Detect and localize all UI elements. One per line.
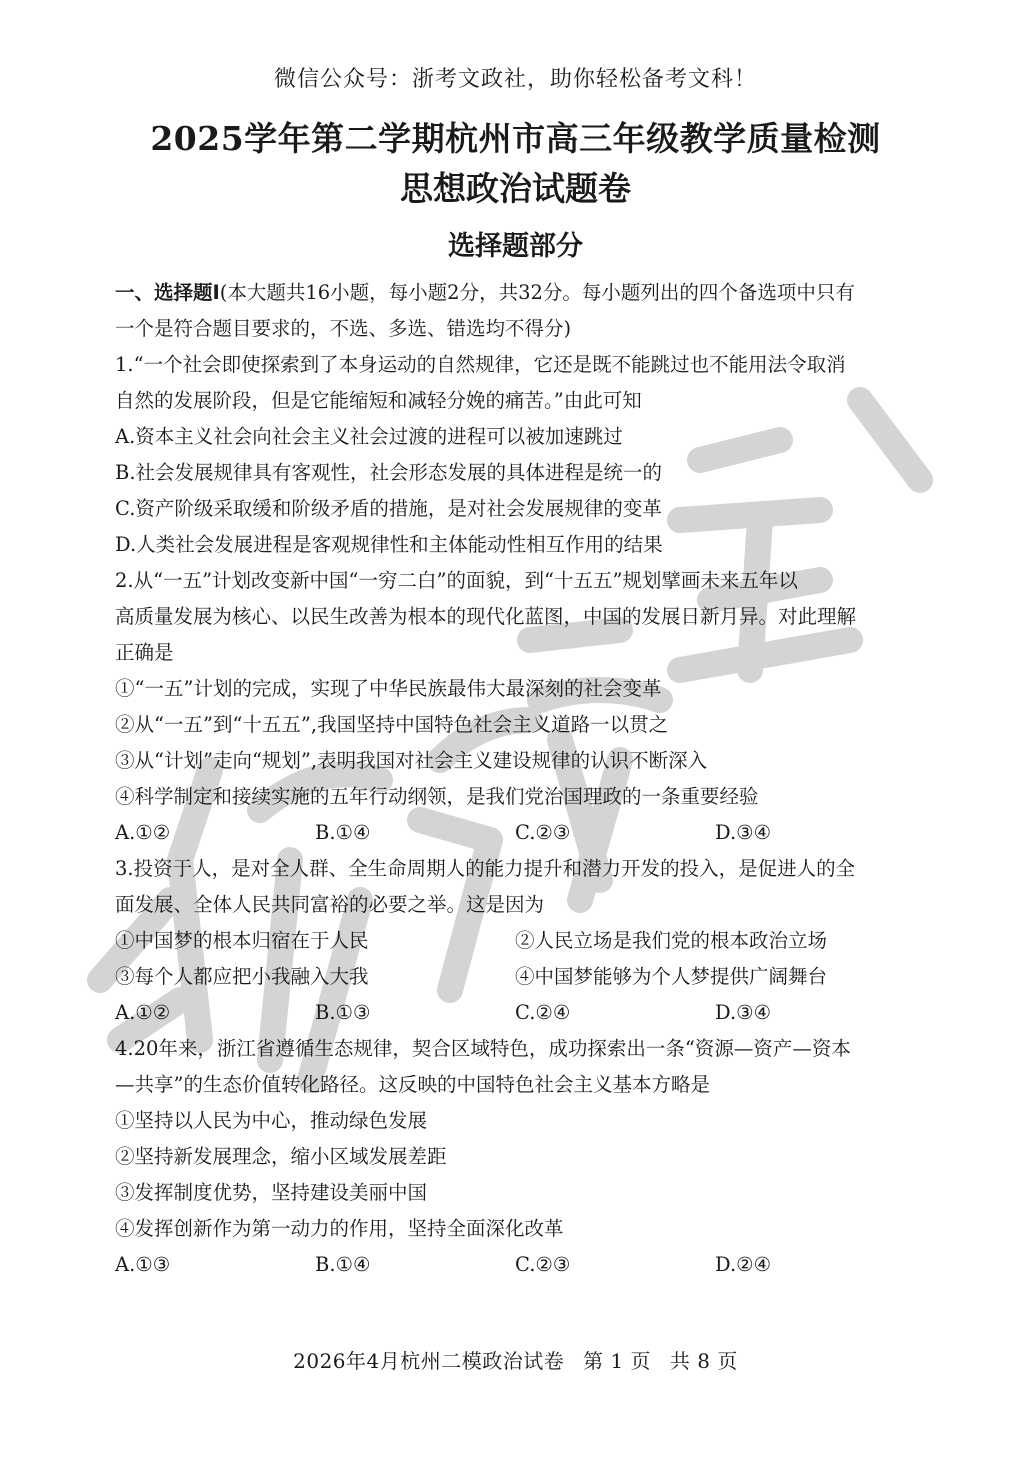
q4-options	[115, 1247, 925, 1283]
q3-option-d: D.③④	[715, 1001, 772, 1024]
q4-statement-4: ④发挥创新作为第一动力的作用，坚持全面深化改革	[115, 1217, 564, 1240]
q4-option-a: A.①③	[115, 1253, 171, 1276]
q3-statement-4: ④中国梦能够为个人梦提供广阔舞台	[515, 965, 828, 988]
q3-option-b: B.①③	[315, 1001, 371, 1024]
section-title: 选择题部分	[448, 231, 583, 262]
part-instructions	[115, 275, 925, 311]
q3-statement-1: ①中国梦的根本归宿在于人民	[115, 929, 369, 952]
page-footer	[0, 1345, 1031, 1374]
q4-option-b: B.①④	[315, 1253, 371, 1276]
q1-stem-line-2: 自然的发展阶段，但是它能缩短和减轻分娩的痛苦。”由此可知	[115, 389, 642, 412]
q2-option-d: D.③④	[715, 821, 772, 844]
q3-statements-row-2	[115, 959, 925, 995]
part-label: 一、选择题Ⅰ	[115, 281, 220, 304]
exam-title: 2025学年第二学期杭州市高三年级教学质量检测	[150, 119, 881, 158]
q3-statements-row-1	[115, 923, 925, 959]
q2-stem-line-3: 正确是	[115, 641, 174, 664]
q4-stem-line-1: 4.20年来，浙江省遵循生态规律，契合区域特色，成功探索出一条“资源—资产—资本	[115, 1037, 851, 1060]
q1-option-d: D.人类社会发展进程是客观规律性和主体能动性相互作用的结果	[115, 533, 663, 556]
q2-stem-line-1: 2.从“一五”计划改变新中国“一穷二白”的面貌，到“十五五”规划擘画未来五年以	[115, 569, 798, 592]
q3-statement-2: ②人民立场是我们党的根本政治立场	[515, 929, 828, 952]
part-instructions-line-1: (本大题共16小题，每小题2分，共32分。每小题列出的四个备选项中只有	[219, 281, 855, 304]
q4-statement-1: ①坚持以人民为中心，推动绿色发展	[115, 1109, 428, 1132]
q4-stem-line-2: —共享”的生态价值转化路径。这反映的中国特色社会主义基本方略是	[115, 1073, 710, 1096]
q2-statement-4: ④科学制定和接续实施的五年行动纲领，是我们党治国理政的一条重要经验	[115, 785, 759, 808]
q1-option-c: C.资产阶级采取缓和阶级矛盾的措施，是对社会发展规律的变革	[115, 497, 662, 520]
q2-statement-3: ③从“计划”走向“规划”,表明我国对社会主义建设规律的认识不断深入	[115, 749, 708, 772]
q2-statement-2: ②从“一五”到“十五五”,我国坚持中国特色社会主义道路一以贯之	[115, 713, 669, 736]
q4-option-c: C.②③	[515, 1253, 571, 1276]
q3-option-c: C.②④	[515, 1001, 571, 1024]
q3-options	[115, 995, 925, 1031]
q2-option-c: C.②③	[515, 821, 571, 844]
q2-stem-line-2: 高质量发展为核心、以民生改善为根本的现代化蓝图，中国的发展日新月异。对此理解	[115, 605, 857, 628]
q3-statement-3: ③每个人都应把小我融入大我	[115, 965, 369, 988]
questions-body	[115, 275, 925, 1283]
q3-stem-line-1: 3.投资于人，是对全人群、全生命周期人的能力提升和潜力开发的投入，是促进人的全	[115, 857, 856, 880]
q2-option-a: A.①②	[115, 821, 171, 844]
q1-option-a: A.资本主义社会向社会主义社会过渡的进程可以被加速跳过	[115, 425, 623, 448]
q2-options	[115, 815, 925, 851]
q2-option-b: B.①④	[315, 821, 371, 844]
q1-stem-line-1: 1.“一个社会即使探索到了本身运动的自然规律，它还是既不能跳过也不能用法令取消	[115, 353, 846, 376]
footer-page-number: 第 1 页	[583, 1349, 652, 1373]
q3-stem-line-2: 面发展、全体人民共同富裕的必要之举。这是因为	[115, 893, 545, 916]
q4-option-d: D.②④	[715, 1253, 772, 1276]
part-instructions-line-2: 一个是符合题目要求的，不选、多选、错选均不得分)	[115, 317, 572, 340]
q4-statement-3: ③发挥制度优势，坚持建设美丽中国	[115, 1181, 428, 1204]
q3-option-a: A.①②	[115, 1001, 171, 1024]
exam-subject-title: 思想政治试题卷	[400, 169, 631, 208]
footer-exam-name: 2026年4月杭州二模政治试卷	[293, 1349, 565, 1373]
q4-statement-2: ②坚持新发展理念，缩小区域发展差距	[115, 1145, 447, 1168]
q2-statement-1: ①“一五”计划的完成，实现了中华民族最伟大最深刻的社会变革	[115, 677, 662, 700]
footer-total-pages: 共 8 页	[669, 1349, 738, 1373]
q1-option-b: B.社会发展规律具有客观性，社会形态发展的具体进程是统一的	[115, 461, 663, 484]
header-note: 微信公众号：浙考文政社，助你轻松备考文科！	[273, 67, 757, 92]
